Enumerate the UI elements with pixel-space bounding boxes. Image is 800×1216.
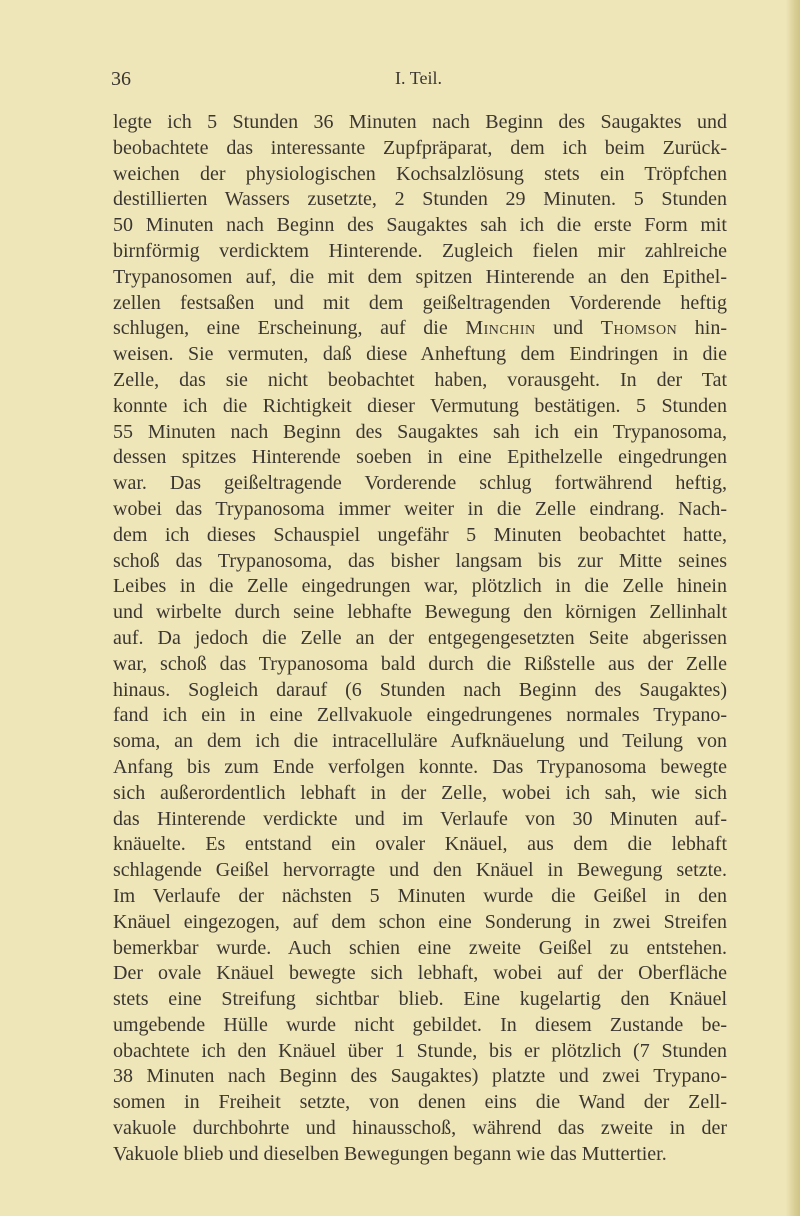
text-line: dem ich dieses Schauspiel ungefähr 5 Minuten beobachtet hatte, — [113, 523, 727, 546]
text-line: Anfang bis zum Ende verfolgen konnte. Das Trypanosoma bewegte — [113, 755, 727, 778]
text-line: beobachtete das interessante Zupfpräparat, dem ich beim Zurück- — [113, 136, 727, 159]
text-line — [113, 316, 727, 342]
text-line: konnte ich die Richtigkeit dieser Vermutung bestätigen. 5 Stunden — [113, 394, 727, 417]
text-line: Knäuel eingezogen, auf dem schon eine Sonderung in zwei Streifen — [113, 910, 727, 933]
author-name: Thomson — [600, 317, 678, 340]
text-line: birnförmig verdicktem Hinterende. Zugleich fielen mir zahlreiche — [113, 239, 727, 262]
text-line: das Hinterende verdickte und im Verlaufe von 30 Minuten auf- — [113, 807, 727, 830]
text-line: war, schoß das Trypanosoma bald durch die Rißstelle aus der Zelle — [113, 652, 727, 675]
text-line: weisen. Sie vermuten, daß diese Anheftung dem Eindringen in die — [113, 343, 727, 366]
text-line: 38 Minuten nach Beginn des Saugaktes) platzte und zwei Trypano- — [113, 1065, 727, 1088]
text-line: stets eine Streifung sichtbar blieb. Eine kugelartig den Knäuel — [113, 988, 727, 1011]
body-text — [113, 110, 727, 1168]
text-line: wobei das Trypanosoma immer weiter in die Zelle eindrang. Nach- — [113, 497, 727, 520]
text-line: bemerkbar wurde. Auch schien eine zweite Geißel zu entstehen. — [113, 936, 727, 959]
text-line: schoß das Trypanosoma, das bisher langsam bis zur Mitte seines — [113, 549, 727, 572]
text-fragment: und — [535, 317, 601, 340]
text-line: Zelle, das sie nicht beobachtet haben, vorausgeht. In der Tat — [113, 368, 727, 391]
text-line: Im Verlaufe der nächsten 5 Minuten wurde die Geißel in den — [113, 884, 727, 907]
text-line: 50 Minuten nach Beginn des Saugaktes sah ich die erste Form mit — [113, 214, 727, 237]
running-head: I. Teil. — [395, 68, 442, 88]
author-name: Minchin — [465, 317, 536, 340]
text-fragment: hin- — [677, 317, 727, 340]
text-fragment: schlugen, eine Erscheinung, auf die — [113, 317, 466, 340]
page-number: 36 — [111, 68, 131, 90]
page-edge-shadow — [786, 0, 800, 1216]
text-line: zellen festsaßen und mit dem geißeltragenden Vorderende heftig — [113, 291, 727, 314]
page-header — [111, 68, 726, 94]
text-line: Vakuole blieb und dieselben Bewegungen begann wie das Muttertier. — [113, 1142, 667, 1165]
text-line: umgebende Hülle wurde nicht gebildet. In diesem Zustande be- — [113, 1013, 727, 1036]
text-line: weichen der physiologischen Kochsalzlösung stets ein Tröpfchen — [113, 162, 727, 185]
text-line: Leibes in die Zelle eingedrungen war, plötzlich in die Zelle hinein — [113, 575, 727, 598]
text-line: vakuole durchbohrte und hinausschoß, während das zweite in der — [113, 1117, 727, 1140]
text-line: sich außerordentlich lebhaft in der Zelle, wobei ich sah, wie sich — [113, 781, 727, 804]
text-line: Der ovale Knäuel bewegte sich lebhaft, wobei auf der Oberfläche — [113, 962, 727, 985]
text-line: dessen spitzes Hinterende soeben in eine Epithelzelle eingedrungen — [113, 446, 727, 469]
text-line: knäuelte. Es entstand ein ovaler Knäuel, aus dem die lebhaft — [113, 833, 727, 856]
text-line: somen in Freiheit setzte, von denen eins die Wand der Zell- — [113, 1091, 727, 1114]
text-line: destillierten Wassers zusetzte, 2 Stunden 29 Minuten. 5 Stunden — [113, 188, 727, 211]
text-line: war. Das geißeltragende Vorderende schlug fortwährend heftig, — [113, 472, 727, 495]
text-line: auf. Da jedoch die Zelle an der entgegengesetzten Seite abgerissen — [113, 626, 727, 649]
text-line: soma, an dem ich die intracelluläre Aufknäuelung und Teilung von — [113, 730, 727, 753]
text-line: legte ich 5 Stunden 36 Minuten nach Beginn des Saugaktes und — [113, 111, 727, 133]
text-line: schlagende Geißel hervorragte und den Knäuel in Bewegung setzte. — [113, 859, 727, 882]
text-line: obachtete ich den Knäuel über 1 Stunde, bis er plötzlich (7 Stunden — [113, 1039, 727, 1062]
text-line: und wirbelte durch seine lebhafte Bewegung den körnigen Zellinhalt — [113, 601, 727, 624]
text-line: Trypanosomen auf, die mit dem spitzen Hinterende an den Epithel- — [113, 265, 727, 288]
text-line: 55 Minuten nach Beginn des Saugaktes sah ich ein Trypanosoma, — [113, 420, 727, 443]
text-line: hinaus. Sogleich darauf (6 Stunden nach Beginn des Saugaktes) — [113, 678, 727, 701]
text-line: fand ich ein in eine Zellvakuole eingedrungenes normales Trypano- — [113, 704, 727, 727]
